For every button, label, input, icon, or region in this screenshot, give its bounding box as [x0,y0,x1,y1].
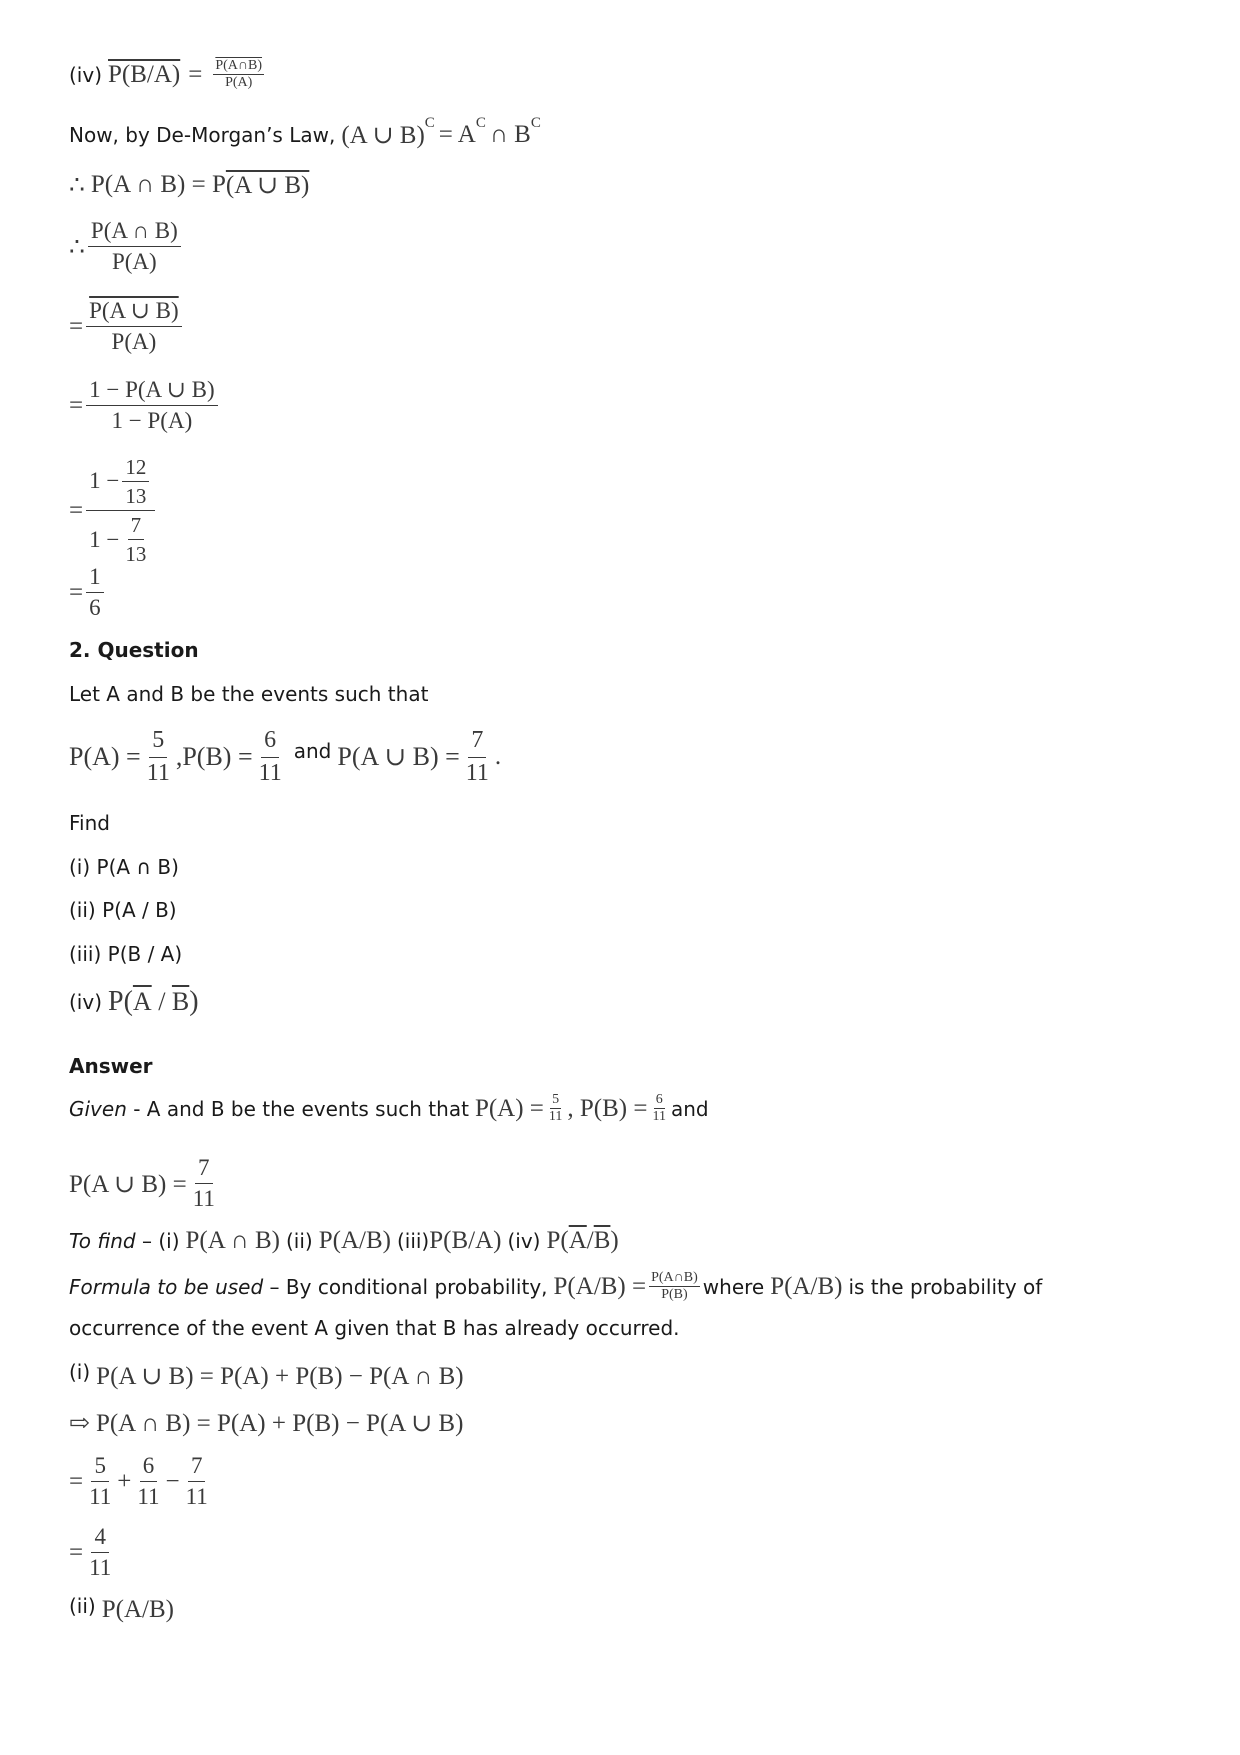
fraction: $\frac{5}{11}$ [89,1453,112,1510]
fraction: $\frac{1 - P(A \cup B)}{1 - P(A)}$ [86,377,218,435]
fraction: $\frac{1}{6}$ [86,564,104,622]
find-item-3: (iii) P(B / A) [69,942,183,966]
prev-part-iv: (iv) P(B/A) = $\frac{P(A\cap B)}{P(A)}$ [69,58,263,91]
question-intro: Let A and B be the events such that [69,682,429,706]
solution-step-3: = $\frac{5}{11}$ + $\frac{6}{11}$ − $\frac{7}{11}$ [69,1453,214,1511]
nested-fraction: 1 − $\frac{12}{13}$ 1 − $\frac{7}{13}$ [86,455,155,567]
fraction: $\frac{P(A\cap B)}{P(A)}$ [215,58,263,91]
solution-step-5: (ii) P(A/B) [69,1594,174,1623]
question-heading: 2. Question [69,638,199,662]
fraction: $\frac{6}{11}$ [652,1092,666,1125]
fraction: $\frac{6}{11}$ [258,727,282,786]
question-given: P(A) = $\frac{5}{11}$ ,P(B) = $\frac{6}{11}$ and P(A ∪ B) = $\frac{7}{11}$ . [69,727,502,786]
fraction: $\frac{6}{11}$ [137,1453,160,1510]
step-3: = $\frac{P(A \cup B)}{P(A)}$ [69,298,185,356]
fraction: $\frac{7}{11}$ [465,727,489,786]
find-label: Find [69,811,110,835]
answer-given-union: P(A ∪ B) = $\frac{7}{11}$ [69,1155,221,1213]
fraction: $\frac{P(A \cap B)}{P(A)}$ [88,218,181,276]
step-1: ∴ P(A ∩ B) = P (A ∪ B) [69,171,310,199]
find-item-4: (iv) P( $\overline{A}$ / $\overline{B}$ ) [69,986,199,1017]
answer-formula-line2: occurrence of the event A given that B has already occurred. [69,1316,680,1340]
fraction: $\frac{5}{11}$ [146,727,170,786]
answer-formula: Formula to be used – By conditional probability, P(A/B) = $\frac{P(A\cap B)}{P(B)}$ where P(A/B) is the probability of [69,1270,1043,1303]
step-4: = $\frac{1 - P(A \cup B)}{1 - P(A)}$ [69,377,221,435]
answer-to-find: To find – (i) P(A ∩ B) (ii) P(A/B) (iii) P(B/A) (iv) P( $\overline{A}$ / $\overline{B}$ ) [69,1227,619,1254]
step-5: = 1 − $\frac{12}{13}$ 1 − $\frac{7}{13}$ [69,455,158,567]
demorgan-line: Now, by De-Morgan’s Law, (A ∪ B) C = A C ∩ B C [69,114,541,149]
demorgan-text: Now, by De-Morgan’s Law, [69,123,336,147]
part-label: (iv) [69,62,102,87]
fraction: $\frac{P(A \cup B)}{P(A)}$ [86,298,182,356]
solution-step-1: (i) P(A ∪ B) = P(A) + P(B) − P(A ∩ B) [69,1360,464,1390]
find-item-1: (i) P(A ∩ B) [69,855,179,879]
answer-given: Given - A and B be the events such that P(A) = $\frac{5}{11}$ , P(B) = $\frac{6}{11}$ and [69,1092,709,1125]
step-6: = $\frac{1}{6}$ [69,564,107,622]
solution-step-4: = $\frac{4}{11}$ [69,1524,117,1582]
fraction: $\frac{7}{11}$ [192,1155,215,1212]
find-item-2: (ii) P(A / B) [69,898,177,922]
math-lhs: P(B/A) [108,60,181,88]
fraction: $\frac{7}{11}$ [185,1453,208,1510]
step-2: ∴ $\frac{P(A \cap B)}{P(A)}$ [69,218,184,276]
solution-step-2: ⇨ P(A ∩ B) = P(A) + P(B) − P(A ∪ B) [69,1410,464,1437]
answer-heading: Answer [69,1054,153,1078]
fraction: $\frac{P(A\cap B)}{P(B)}$ [651,1270,698,1303]
fraction: $\frac{4}{11}$ [89,1524,112,1581]
fraction: $\frac{5}{11}$ [548,1092,563,1125]
arrow-icon: ⇨ [69,1410,90,1437]
